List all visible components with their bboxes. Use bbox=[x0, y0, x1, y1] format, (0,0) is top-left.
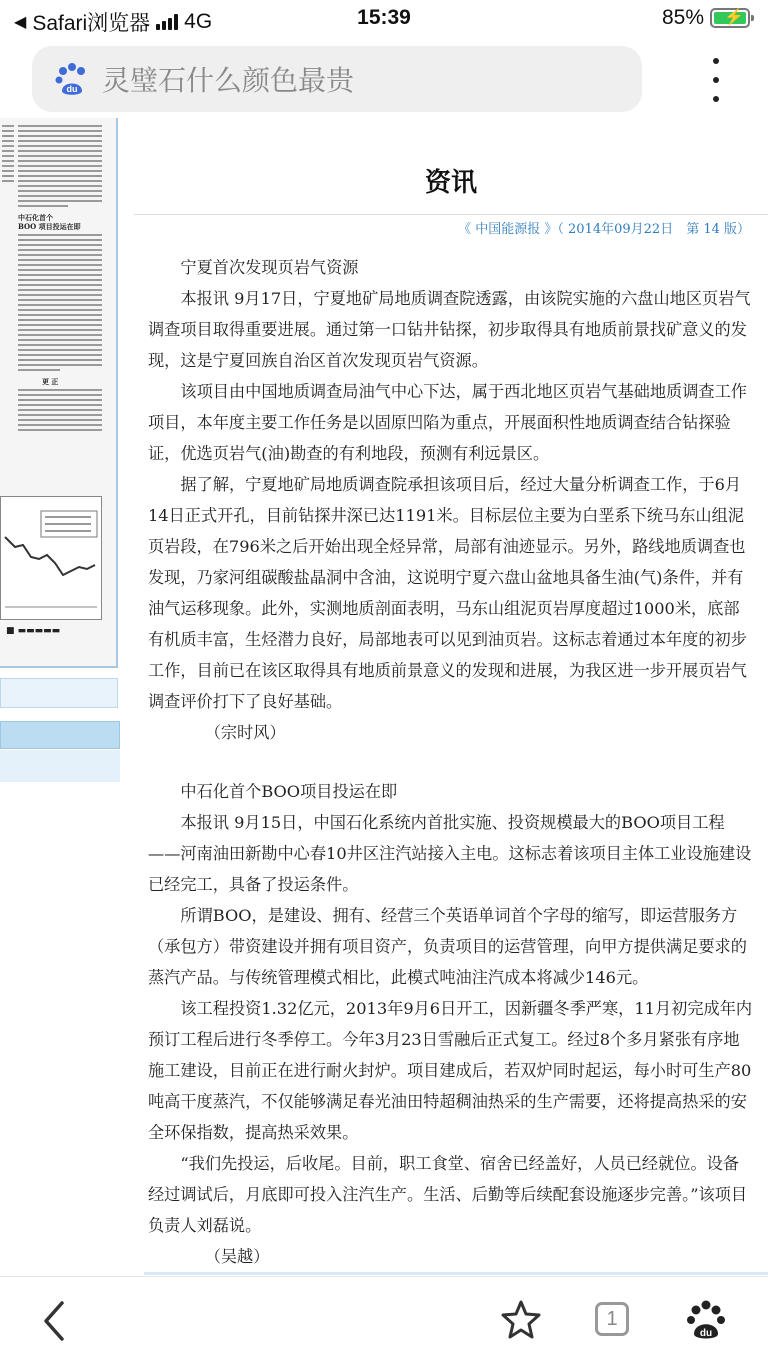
thumb-heading-3: 更 正 bbox=[42, 377, 59, 386]
story1-paragraph-1: 本报讯 9月17日，宁夏地矿局地质调查院透露，由该院实施的六盘山地区页岩气调查项目取得重要进展。通过第一口钻井钻探，初步取得具有地质前景找矿意义的发现，这是宁夏回族自治区首次发现页岩气资源。 bbox=[148, 289, 751, 370]
status-bar bbox=[0, 0, 768, 40]
page-thumbnail-panel bbox=[0, 118, 132, 1276]
content-bottom-border bbox=[144, 1272, 768, 1275]
sidebar-item[interactable] bbox=[0, 750, 120, 782]
article-body bbox=[148, 252, 754, 748]
article-body-2 bbox=[148, 776, 754, 1272]
story2-paragraph-4: “我们先投运，后收尾。目前，职工食堂、宿舍已经盖好，人员已经就位。设备经过调试后，月底即可投入注汽生产。生活、后勤等后续配套设施逐步完善。”该项目负责人刘磊说。 bbox=[148, 1154, 748, 1235]
thumb-newspaper-logo: ■ ▬▬▬▬▬ bbox=[6, 626, 61, 636]
search-query[interactable]: 灵璧石什么颜色最贵 bbox=[102, 65, 355, 96]
title-divider bbox=[134, 214, 768, 215]
network-label: 4G bbox=[184, 10, 213, 33]
battery-icon: ⚡ bbox=[710, 8, 750, 28]
story2-paragraph-2: 所谓BOO，是建设、拥有、经营三个英语单词首个字母的缩写，即运营服务方（承包方）带资建设并拥有项目资产，负责项目的运营管理，向甲方提供满足要求的蒸汽产品。与传统管理模式相比，此模式吨油注汽成本将减少146元。 bbox=[148, 906, 747, 987]
article-source-link[interactable]: 《 中国能源报 》（ 2014年09月22日 第 14 版） bbox=[458, 222, 750, 237]
story2-paragraph-3: 该工程投资1.32亿元，2013年9月6日开工，因新疆冬季严寒，11月初完成年内预订工程后进行冬季停工。今年3月23日雪融后正式复工。经过8个多月紧张有序地施工建设，目前正在进行耐火封炉。项目建成后，若双炉同时起运，每小时可生产80吨高干度蒸汽，不仅能够满足春光油田特超稠油热采的生产需要，还将提高热采的安全环保指数，提高热采效果。 bbox=[148, 999, 753, 1142]
baidu-paw-icon bbox=[54, 61, 90, 97]
svg-text:du: du bbox=[66, 84, 78, 94]
sidebar-field[interactable] bbox=[0, 678, 118, 708]
baidu-home-icon[interactable] bbox=[686, 1299, 726, 1341]
sidebar-selected-item[interactable] bbox=[0, 721, 120, 749]
story1-headline: 宁夏首次发现页岩气资源 bbox=[180, 258, 359, 277]
carrier-label[interactable]: Safari浏览器 bbox=[32, 12, 151, 35]
bottom-toolbar bbox=[0, 1276, 768, 1367]
thumb-heading-2: BOO 项目投运在即 bbox=[18, 222, 81, 231]
tab-count-button[interactable]: 1 bbox=[595, 1302, 629, 1336]
back-to-app-icon[interactable]: ◀ bbox=[14, 14, 27, 31]
status-time: 15:39 bbox=[357, 6, 411, 29]
svg-text:du: du bbox=[699, 1328, 713, 1339]
article-view bbox=[134, 118, 768, 1276]
story1-paragraph-2: 该项目由中国地质调查局油气中心下达，属于西北地区页岩气基础地质调查工作项目，本年度主要工作任务是以固原凹陷为重点，开展面积性地质调查结合钻探验证，优选页岩气(油)勘查的有利地段，预测有利远景区。 bbox=[148, 382, 747, 463]
favorite-star-icon[interactable] bbox=[500, 1299, 542, 1341]
thumb-heading-1: 中石化首个 bbox=[18, 213, 53, 222]
search-bar[interactable] bbox=[32, 46, 642, 112]
story2-headline: 中石化首个BOO项目投运在即 bbox=[180, 782, 398, 801]
page-title: 资讯 bbox=[424, 168, 477, 198]
story2-author: （吴越） bbox=[204, 1247, 270, 1266]
status-right bbox=[662, 6, 750, 30]
newspaper-thumbnail[interactable] bbox=[0, 118, 118, 668]
story2-paragraph-1: 本报讯 9月15日，中国石化系统内首批实施、投资规模最大的BOO项目工程——河南油田新勘中心春10井区注汽站接入主电。这标志着该项目主体工业设施建设已经完工，具备了投运条件。 bbox=[148, 813, 752, 894]
thumb-chart bbox=[0, 496, 102, 620]
more-menu-icon[interactable] bbox=[706, 58, 726, 102]
story1-author: （宗时风） bbox=[204, 723, 286, 742]
back-arrow-icon[interactable] bbox=[38, 1299, 70, 1343]
battery-percent: 85% bbox=[661, 6, 704, 29]
story1-paragraph-3: 据了解，宁夏地矿局地质调查院承担该项目后，经过大量分析调查工作，于6月14日正式开孔，目前钻探井深已达1191米。目标层位主要为白垩系下统马东山组泥页岩段，在796米之后开始出现全烃异常，局部有油迹显示。另外，路线地质调查也发现，乃家河组碳酸盐晶洞中含油，这说明宁夏六盘山盆地具备生油(气)条件，并有油气运移现象。此外，实测地质剖面表明，马东山组泥页岩厚度超过1000米，底部有机质丰富，生烃潜力良好，局部地表可以见到油页岩。这标志着通过本年度的初步工作，目前已在该区取得具有地质前景意义的发现和进展，为我区进一步开展页岩气调查评价打下了良好基础。 bbox=[148, 475, 747, 711]
